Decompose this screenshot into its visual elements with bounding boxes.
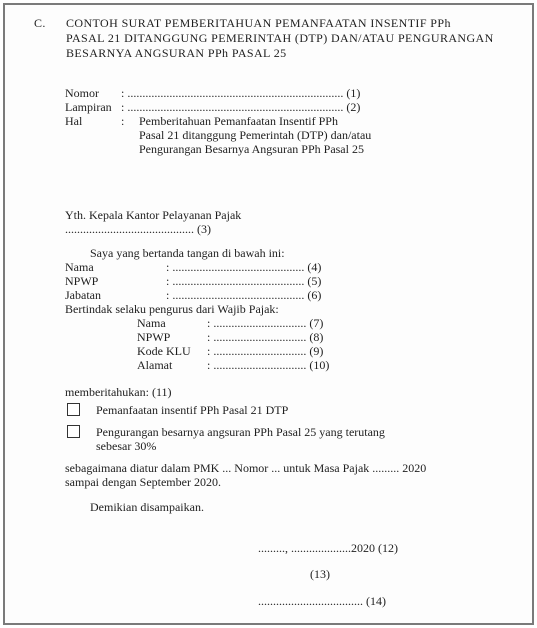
hal-colon: : <box>121 114 125 128</box>
nomor-value: : ........................................................................ (1) <box>121 86 361 100</box>
taxpayer-npwp-value: : ............................... (8) <box>207 330 324 344</box>
closing-text: Demikian disampaikan. <box>90 500 204 514</box>
signatory-intro: Saya yang bertanda tangan di bawah ini: <box>90 246 285 260</box>
addressee-line-2: ........................................... (3) <box>65 222 211 236</box>
regulation-line-1: sebagaimana diatur dalam PMK ... Nomor ... untuk Masa Pajak ......... 2020 <box>65 461 427 475</box>
title-line-1: CONTOH SURAT PEMBERITAHUAN PEMANFAATAN INSENTIF PPh <box>66 16 451 30</box>
addressee-line-1: Yth. Kepala Kantor Pelayanan Pajak <box>65 208 242 222</box>
option-pph25-checkbox[interactable] <box>67 425 80 438</box>
option-pph21-label: Pemanfaatan insentif PPh Pasal 21 DTP <box>96 403 289 417</box>
section-letter: C. <box>34 16 46 30</box>
title-line-2: PASAL 21 DITANGGUNG PEMERINTAH (DTP) DAN/ATAU PENGURANGAN <box>66 31 494 45</box>
signature-number: (13) <box>310 567 330 581</box>
option-pph25-label-line-1: Pengurangan besarnya angsuran PPh Pasal 25 yang terutang <box>96 425 385 439</box>
nomor-label: Nomor <box>65 86 99 100</box>
taxpayer-klu-label: Kode KLU <box>137 344 191 358</box>
lampiran-value: : ........................................................................ (2) <box>121 100 361 114</box>
taxpayer-name-value: : ............................... (7) <box>207 316 324 330</box>
hal-line-1: Pemberitahuan Pemanfaatan Insentif PPh <box>139 114 338 128</box>
signatory-npwp-value: : ............................................ (5) <box>166 274 322 288</box>
regulation-line-2: sampai dengan September 2020. <box>65 475 221 489</box>
signatory-jabatan-value: : ............................................ (6) <box>166 288 322 302</box>
taxpayer-klu-value: : ............................... (9) <box>207 344 324 358</box>
signatory-name-label: Nama <box>65 260 94 274</box>
option-pph25-label-line-2: sebesar 30% <box>96 439 157 453</box>
hal-line-2: Pasal 21 ditanggung Pemerintah (DTP) dan/atau <box>139 128 372 142</box>
taxpayer-name-label: Nama <box>137 316 166 330</box>
hal-label: Hal <box>65 114 83 128</box>
taxpayer-alamat-label: Alamat <box>137 358 173 372</box>
lampiran-label: Lampiran <box>65 100 112 114</box>
taxpayer-intro: Bertindak selaku pengurus dari Wajib Pajak: <box>65 302 279 316</box>
taxpayer-npwp-label: NPWP <box>137 330 171 344</box>
option-pph21-checkbox[interactable] <box>67 403 80 416</box>
signatory-npwp-label: NPWP <box>65 274 99 288</box>
notify-label: memberitahukan: (11) <box>65 385 172 399</box>
taxpayer-alamat-value: : ............................... (10) <box>207 358 330 372</box>
title-line-3: BESARNYA ANGSURAN PPh PASAL 25 <box>66 46 287 60</box>
signatory-name-value: : ............................................ (4) <box>166 260 322 274</box>
hal-line-3: Pengurangan Besarnya Angsuran PPh Pasal 25 <box>139 142 364 156</box>
place-date-line: ........., ....................2020 (12) <box>258 541 398 555</box>
signatory-jabatan-label: Jabatan <box>65 288 101 302</box>
signatory-name-line: ................................... (14) <box>258 594 386 608</box>
